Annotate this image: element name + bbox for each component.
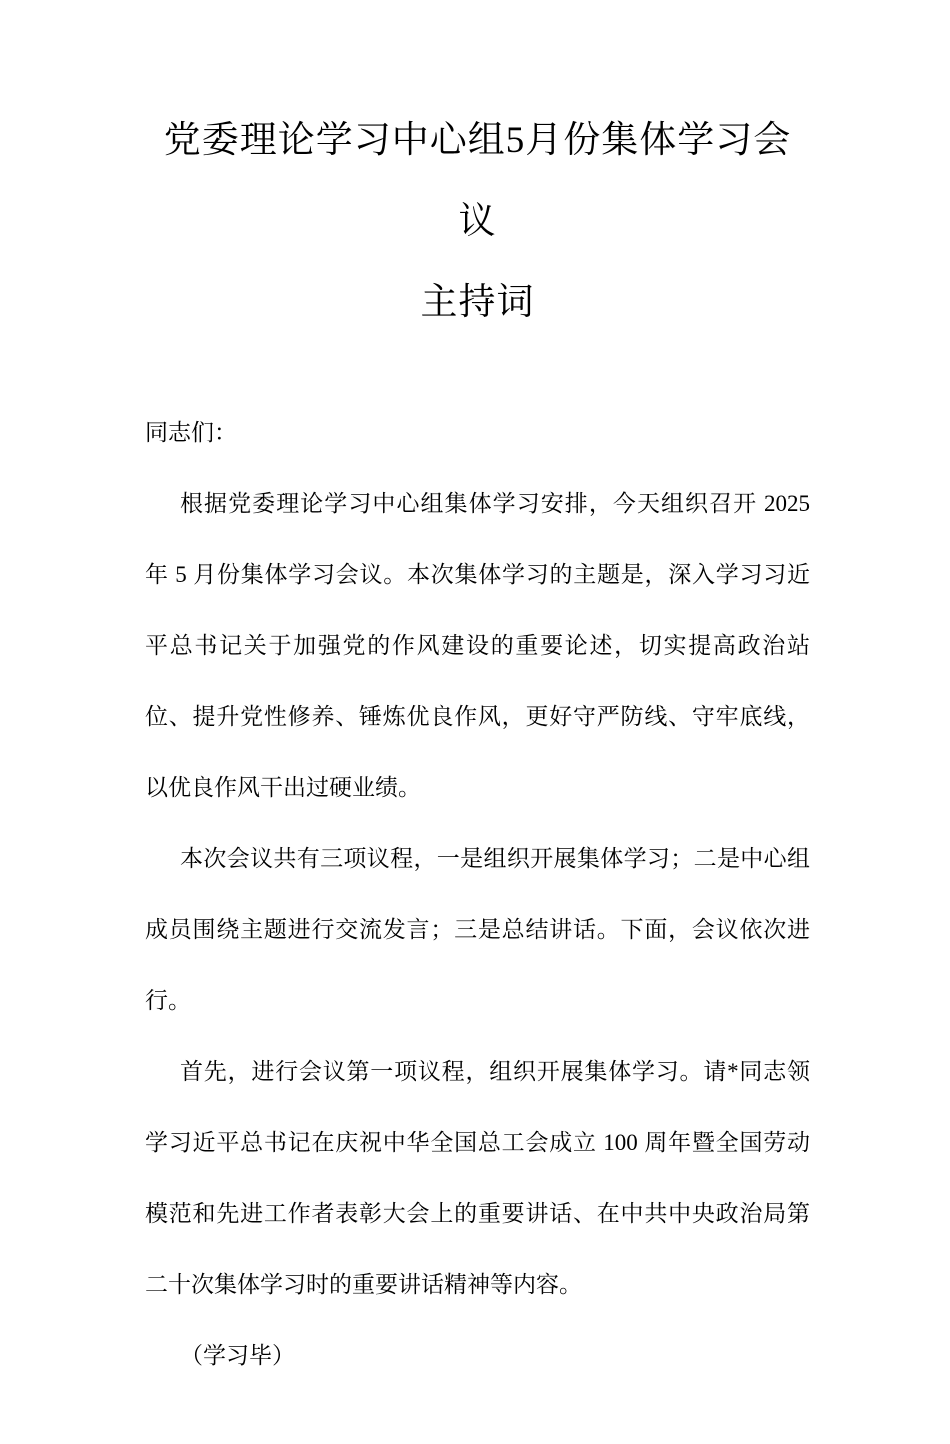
document-paragraphs xyxy=(145,468,810,1391)
paragraph: 根据党委理论学习中心组集体学习安排，今天组织召开 2025 年 5 月份集体学习会议。本次集体学习的主题是，深入学习习近平总书记关于加强党的作风建设的重要论述，切实提高政治站位、提升党性修养、锤炼优良作风，更好守严防线、守牢底线，以优良作风干出过硬业绩。 xyxy=(145,491,810,800)
title-line-2: 主持词 xyxy=(420,282,535,323)
paragraph: （学习毕） xyxy=(180,1343,295,1368)
document-page xyxy=(0,100,950,1444)
paragraph: 本次会议共有三项议程，一是组织开展集体学习；二是中心组成员围绕主题进行交流发言；三是总结讲话。下面，会议依次进行。 xyxy=(145,846,810,1013)
document-title xyxy=(145,100,810,343)
document-body xyxy=(145,397,810,1391)
salutation: 同志们： xyxy=(145,420,237,445)
paragraph: 首先，进行会议第一项议程，组织开展集体学习。请*同志领学习近平总书记在庆祝中华全国总工会成立 100 周年暨全国劳动模范和先进工作者表彰大会上的重要讲话、在中共中央政治局第二十次集体学习时的重要讲话精神等内容。 xyxy=(145,1059,810,1297)
title-line-1: 党委理论学习中心组5月份集体学习会议 xyxy=(163,120,792,242)
